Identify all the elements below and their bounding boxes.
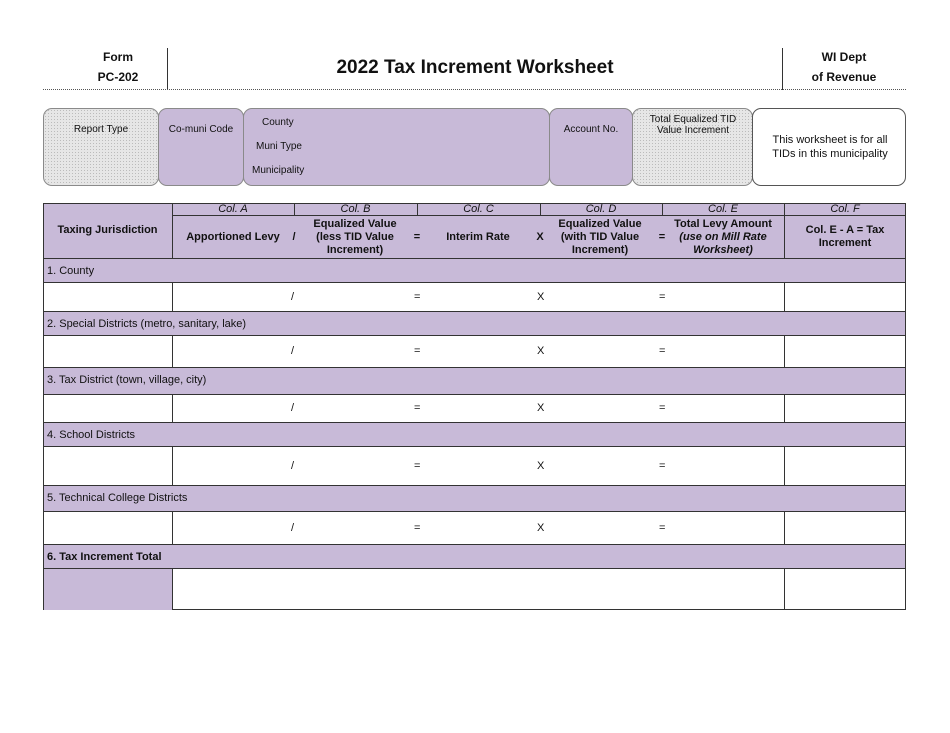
co-muni-code-field[interactable]	[158, 108, 244, 186]
total-jurisdiction-cell	[44, 569, 173, 610]
calc-cell[interactable]	[173, 395, 784, 423]
col-divider	[172, 283, 173, 312]
report-type-field[interactable]	[43, 108, 159, 186]
table-row	[43, 511, 906, 545]
jurisdiction-cell[interactable]	[44, 395, 173, 423]
col-d-label: Col. D	[540, 203, 663, 216]
col-e-label: Col. E	[662, 203, 785, 216]
col-f-cell[interactable]	[785, 395, 905, 423]
total-col-f-cell[interactable]	[785, 569, 905, 610]
col-f-label: Col. F	[784, 203, 906, 216]
multiply-operator: X	[537, 402, 545, 414]
col-divider	[784, 447, 785, 486]
col-e-header	[668, 218, 778, 257]
report-type-label: Report Type	[73, 124, 129, 135]
account-no-label: Account No.	[563, 124, 619, 135]
table-row	[43, 394, 906, 423]
calc-cell[interactable]	[173, 336, 784, 368]
muni-type-label: Muni Type	[256, 141, 302, 152]
col-e-note: (use on Mill Rate Worksheet)	[679, 231, 767, 256]
col-divider	[172, 512, 173, 545]
county-label: County	[262, 117, 294, 128]
col-divider	[784, 512, 785, 545]
col-f-cell[interactable]	[785, 447, 905, 486]
equals-operator: =	[659, 345, 666, 357]
header-rule	[43, 89, 906, 90]
total-value-cell[interactable]	[173, 569, 784, 610]
table-row	[43, 335, 906, 368]
total-equalized-label: Total Equalized TID Value Increment	[649, 114, 737, 136]
dept-line1: WI Dept	[821, 50, 867, 64]
divide-operator: /	[291, 459, 295, 472]
divide-operator: /	[291, 345, 295, 357]
municipality-label: Municipality	[252, 165, 305, 176]
section-row: 5. Technical College Districts	[43, 485, 906, 512]
section-row: 1. County	[43, 258, 906, 283]
section-row: 2. Special Districts (metro, sanitary, lake)	[43, 311, 906, 336]
col-f-cell[interactable]	[785, 336, 905, 368]
form-number: PC-202	[97, 70, 139, 84]
col-e-title: Total Levy Amount	[674, 218, 772, 230]
equals-operator: =	[658, 231, 666, 243]
jurisdiction-cell[interactable]	[44, 336, 173, 368]
divide-operator: /	[291, 402, 295, 414]
jurisdiction-cell[interactable]	[44, 283, 173, 312]
dept-line2: of Revenue	[811, 70, 877, 84]
col-b-label: Col. B	[294, 203, 418, 216]
co-muni-code-label: Co-muni Code	[168, 124, 234, 135]
table-row	[43, 282, 906, 312]
multiply-operator: X	[537, 345, 545, 357]
equals-operator: =	[414, 345, 421, 357]
col-divider	[784, 395, 785, 423]
equals-operator: =	[413, 231, 421, 243]
section-row-total: 6. Tax Increment Total	[43, 544, 906, 569]
calc-cell[interactable]	[173, 447, 784, 486]
col-f-cell[interactable]	[785, 283, 905, 312]
note-text: This worksheet is for all TIDs in this municipality	[772, 134, 888, 160]
total-equalized-field[interactable]	[632, 108, 753, 186]
col-c-label: Col. C	[417, 203, 541, 216]
col-divider	[784, 336, 785, 368]
page-title: 2022 Tax Increment Worksheet	[336, 57, 614, 78]
col-f-cell[interactable]	[785, 512, 905, 545]
col-c-header: Interim Rate	[446, 231, 510, 243]
jurisdiction-cell[interactable]	[44, 447, 173, 486]
divide-operator: /	[292, 231, 296, 243]
col-d-header: Equalized Value (with TID Value Increment)	[558, 218, 642, 256]
multiply-operator: X	[537, 459, 545, 472]
equals-operator: =	[414, 402, 421, 414]
col-a-label: Col. A	[172, 203, 295, 216]
col-divider	[172, 336, 173, 368]
total-row	[43, 568, 906, 610]
col-divider	[784, 283, 785, 312]
col-a-header: Apportioned Levy	[186, 231, 280, 243]
col-f-header: Col. E - A = Tax Increment	[805, 224, 885, 249]
divide-operator: /	[291, 521, 295, 534]
equals-operator: =	[659, 521, 666, 534]
equals-operator: =	[414, 521, 421, 534]
form-label: Form	[103, 50, 133, 64]
section-row: 4. School Districts	[43, 422, 906, 447]
jurisdiction-cell[interactable]	[44, 512, 173, 545]
col-divider	[172, 395, 173, 423]
multiply-operator: X	[537, 290, 545, 303]
county-muni-field[interactable]	[243, 108, 550, 186]
equals-operator: =	[414, 290, 421, 303]
multiply-operator: X	[536, 231, 544, 243]
multiply-operator: X	[537, 521, 545, 534]
table-row	[43, 446, 906, 486]
equals-operator: =	[414, 459, 421, 472]
equals-operator: =	[659, 402, 666, 414]
equals-operator: =	[659, 459, 666, 472]
divide-operator: /	[291, 290, 295, 303]
note-box	[752, 108, 906, 186]
col-b-header: Equalized Value (less TID Value Increment)	[313, 218, 397, 256]
calc-cell[interactable]	[173, 283, 784, 312]
calc-cell[interactable]	[173, 512, 784, 545]
account-no-field[interactable]	[549, 108, 633, 186]
col-divider	[172, 447, 173, 486]
section-row: 3. Tax District (town, village, city)	[43, 367, 906, 395]
taxing-jurisdiction-header: Taxing Jurisdiction	[57, 224, 158, 236]
equals-operator: =	[659, 290, 666, 303]
